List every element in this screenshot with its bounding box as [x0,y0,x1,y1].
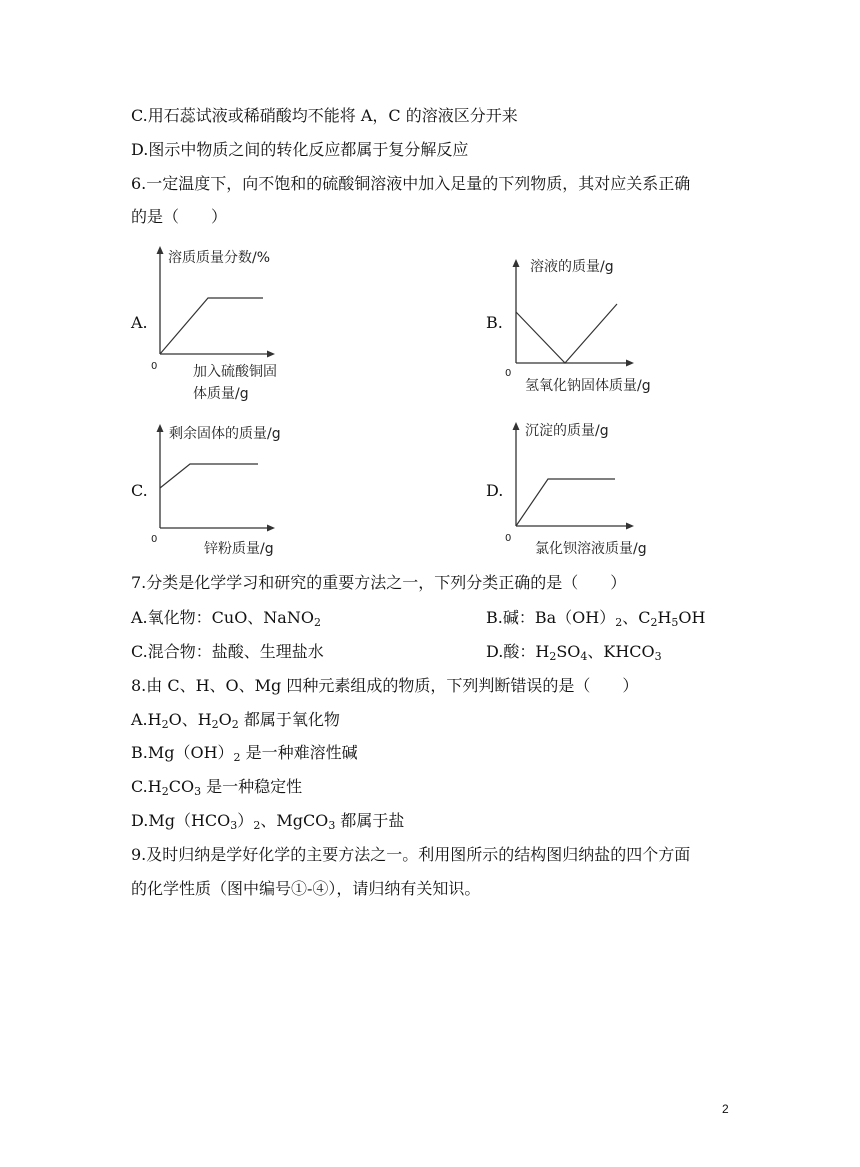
graph-a-xlabel-line2: 体质量/g [193,386,249,402]
q8-option-d: $D.Mg(HCO_3)_2$、MgCO$_3$ 都属于盐 [131,811,405,832]
graph-d-ylabel: 沉淀的质量/g [525,423,609,439]
page-number: 2 [722,1102,729,1116]
graph-a [148,238,298,408]
graph-d-xlabel: 氯化钡溶液质量/g [535,541,647,557]
q7-option-d: D.酸：$H_2SO_4$、$KHCO_3$ [486,642,662,663]
q7-option-a: A.氧化物：CuO、NaNO$_2$ [131,608,321,629]
graph-c-label: C. [131,481,148,500]
graph-b-origin: 0 [505,368,512,379]
graph-d-label: D. [486,481,504,500]
q7-option-b: B.碱：$Ba(OH)_2$、$C_2H_5OH$ [486,608,706,629]
q8-option-a: $A.H_2O$、$H_2O_2$ 都属于氧化物 [131,710,340,731]
q9-stem-line2: 的化学性质（图中编号①-④），请归纳有关知识。 [131,879,481,898]
graph-a-label: A. [131,313,148,332]
q7-stem: 7.分类是化学学习和研究的重要方法之一，下列分类正确的是（ ） [131,573,627,592]
graph-a-ylabel: 溶质质量分数/% [168,250,271,266]
graph-d-origin: 0 [505,533,512,544]
graph-b [505,250,685,400]
q8-option-c: $C.H_2CO_3$ 是一种稳定性 [131,777,303,798]
graph-d [505,415,685,563]
graph-b-xlabel: 氢氧化钠固体质量/g [525,378,651,394]
q5-option-d: D.图示中物质之间的转化反应都属于复分解反应 [131,140,469,159]
graph-b-ylabel: 溶液的质量/g [530,259,614,275]
graph-b-label: B. [486,313,503,332]
q8-option-b: $B.Mg(OH)_2$ 是一种难溶性碱 [131,743,358,764]
graph-a-origin: 0 [151,361,158,372]
q9-stem-line1: 9.及时归纳是学好化学的主要方法之一。利用图所示的结构图归纳盐的四个方面 [131,845,691,864]
q6-stem-line1: 6.一定温度下，向不饱和的硫酸铜溶液中加入足量的下列物质，其对应关系正确 [131,174,691,193]
q8-stem: 8.由 C、H、O、Mg 四种元素组成的物质，下列判断错误的是（ ） [131,676,639,695]
q5-option-c: C.用石蕊试液或稀硝酸均不能将 A，C 的溶液区分开来 [131,106,518,125]
q7-option-c: C.混合物：盐酸、生理盐水 [131,642,324,661]
graph-c-xlabel: 锌粉质量/g [204,541,274,557]
graph-a-xlabel-line1: 加入硫酸铜固 [193,364,277,380]
graph-c-origin: 0 [151,534,158,545]
q6-stem-line2: 的是（ ） [131,207,228,226]
graph-c-ylabel: 剩余固体的质量/g [169,426,281,442]
graph-c [148,418,318,563]
